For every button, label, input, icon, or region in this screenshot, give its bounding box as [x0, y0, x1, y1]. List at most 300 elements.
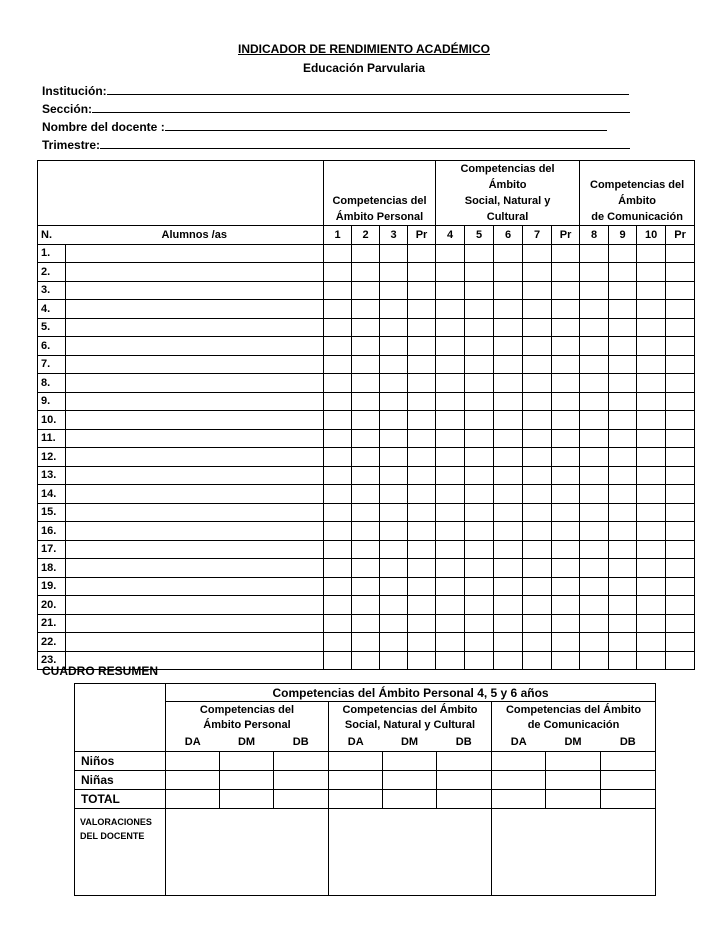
score-cell[interactable] — [552, 633, 580, 652]
valoraciones-comunicacion[interactable] — [492, 809, 656, 896]
score-cell[interactable] — [465, 614, 494, 633]
score-cell[interactable] — [465, 596, 494, 615]
score-cell[interactable] — [609, 466, 637, 485]
score-cell[interactable] — [465, 633, 494, 652]
score-cell[interactable] — [494, 281, 523, 300]
score-cell[interactable] — [436, 485, 465, 504]
score-cell[interactable] — [637, 466, 666, 485]
score-cell[interactable] — [324, 263, 352, 282]
score-cell[interactable] — [666, 540, 695, 559]
score-cell[interactable] — [352, 540, 380, 559]
score-cell[interactable] — [580, 651, 609, 670]
summary-cell[interactable] — [220, 790, 274, 809]
score-cell[interactable] — [408, 596, 436, 615]
score-cell[interactable] — [552, 466, 580, 485]
score-cell[interactable] — [523, 392, 552, 411]
score-cell[interactable] — [380, 503, 408, 522]
score-cell[interactable] — [609, 392, 637, 411]
score-cell[interactable] — [666, 318, 695, 337]
student-name-cell[interactable] — [66, 244, 324, 263]
score-cell[interactable] — [494, 522, 523, 541]
score-cell[interactable] — [352, 337, 380, 356]
score-cell[interactable] — [380, 614, 408, 633]
score-cell[interactable] — [580, 577, 609, 596]
institution-field[interactable]: Institución: — [42, 83, 629, 98]
score-cell[interactable] — [465, 577, 494, 596]
score-cell[interactable] — [637, 429, 666, 448]
score-cell[interactable] — [580, 318, 609, 337]
score-cell[interactable] — [380, 633, 408, 652]
score-cell[interactable] — [494, 466, 523, 485]
score-cell[interactable] — [380, 355, 408, 374]
student-name-cell[interactable] — [66, 503, 324, 522]
score-cell[interactable] — [609, 244, 637, 263]
score-cell[interactable] — [408, 355, 436, 374]
score-cell[interactable] — [494, 559, 523, 578]
score-cell[interactable] — [609, 522, 637, 541]
score-cell[interactable] — [324, 596, 352, 615]
student-name-cell[interactable] — [66, 355, 324, 374]
summary-cell[interactable] — [601, 790, 656, 809]
summary-cell[interactable] — [329, 771, 383, 790]
score-cell[interactable] — [324, 614, 352, 633]
score-cell[interactable] — [523, 503, 552, 522]
score-cell[interactable] — [436, 614, 465, 633]
score-cell[interactable] — [580, 392, 609, 411]
score-cell[interactable] — [494, 337, 523, 356]
score-cell[interactable] — [637, 633, 666, 652]
score-cell[interactable] — [666, 300, 695, 319]
summary-cell[interactable] — [601, 752, 656, 771]
score-cell[interactable] — [465, 244, 494, 263]
score-cell[interactable] — [637, 614, 666, 633]
score-cell[interactable] — [666, 411, 695, 430]
score-cell[interactable] — [637, 577, 666, 596]
summary-cell[interactable] — [437, 771, 492, 790]
summary-cell[interactable] — [383, 790, 437, 809]
score-cell[interactable] — [552, 651, 580, 670]
score-cell[interactable] — [465, 411, 494, 430]
score-cell[interactable] — [580, 374, 609, 393]
score-cell[interactable] — [380, 448, 408, 467]
score-cell[interactable] — [352, 503, 380, 522]
score-cell[interactable] — [580, 448, 609, 467]
score-cell[interactable] — [523, 614, 552, 633]
score-cell[interactable] — [408, 374, 436, 393]
student-name-cell[interactable] — [66, 281, 324, 300]
score-cell[interactable] — [637, 374, 666, 393]
score-cell[interactable] — [352, 300, 380, 319]
student-name-cell[interactable] — [66, 633, 324, 652]
score-cell[interactable] — [552, 392, 580, 411]
score-cell[interactable] — [523, 448, 552, 467]
score-cell[interactable] — [465, 429, 494, 448]
score-cell[interactable] — [436, 411, 465, 430]
score-cell[interactable] — [324, 411, 352, 430]
score-cell[interactable] — [666, 577, 695, 596]
score-cell[interactable] — [580, 559, 609, 578]
score-cell[interactable] — [408, 633, 436, 652]
score-cell[interactable] — [380, 577, 408, 596]
score-cell[interactable] — [352, 392, 380, 411]
score-cell[interactable] — [494, 392, 523, 411]
score-cell[interactable] — [352, 614, 380, 633]
score-cell[interactable] — [494, 614, 523, 633]
score-cell[interactable] — [465, 522, 494, 541]
score-cell[interactable] — [666, 596, 695, 615]
score-cell[interactable] — [352, 374, 380, 393]
score-cell[interactable] — [552, 429, 580, 448]
student-name-cell[interactable] — [66, 374, 324, 393]
score-cell[interactable] — [324, 633, 352, 652]
score-cell[interactable] — [609, 263, 637, 282]
score-cell[interactable] — [380, 318, 408, 337]
score-cell[interactable] — [465, 300, 494, 319]
score-cell[interactable] — [552, 485, 580, 504]
score-cell[interactable] — [580, 466, 609, 485]
score-cell[interactable] — [380, 263, 408, 282]
summary-cell[interactable] — [329, 752, 383, 771]
score-cell[interactable] — [552, 559, 580, 578]
score-cell[interactable] — [380, 337, 408, 356]
score-cell[interactable] — [552, 411, 580, 430]
score-cell[interactable] — [408, 429, 436, 448]
score-cell[interactable] — [436, 522, 465, 541]
score-cell[interactable] — [324, 337, 352, 356]
score-cell[interactable] — [494, 503, 523, 522]
score-cell[interactable] — [637, 596, 666, 615]
score-cell[interactable] — [494, 651, 523, 670]
score-cell[interactable] — [580, 244, 609, 263]
score-cell[interactable] — [408, 281, 436, 300]
score-cell[interactable] — [324, 503, 352, 522]
score-cell[interactable] — [609, 485, 637, 504]
score-cell[interactable] — [465, 448, 494, 467]
score-cell[interactable] — [436, 540, 465, 559]
score-cell[interactable] — [666, 614, 695, 633]
student-name-cell[interactable] — [66, 540, 324, 559]
summary-cell[interactable] — [546, 790, 601, 809]
score-cell[interactable] — [436, 559, 465, 578]
score-cell[interactable] — [666, 263, 695, 282]
score-cell[interactable] — [324, 577, 352, 596]
student-name-cell[interactable] — [66, 448, 324, 467]
summary-cell[interactable] — [166, 771, 220, 790]
score-cell[interactable] — [609, 337, 637, 356]
score-cell[interactable] — [552, 355, 580, 374]
score-cell[interactable] — [637, 651, 666, 670]
score-cell[interactable] — [666, 281, 695, 300]
summary-cell[interactable] — [166, 790, 220, 809]
score-cell[interactable] — [352, 244, 380, 263]
valoraciones-social[interactable] — [329, 809, 492, 896]
score-cell[interactable] — [552, 577, 580, 596]
score-cell[interactable] — [408, 448, 436, 467]
score-cell[interactable] — [408, 263, 436, 282]
score-cell[interactable] — [436, 651, 465, 670]
score-cell[interactable] — [637, 300, 666, 319]
score-cell[interactable] — [324, 522, 352, 541]
summary-cell[interactable] — [383, 752, 437, 771]
score-cell[interactable] — [494, 429, 523, 448]
score-cell[interactable] — [436, 503, 465, 522]
score-cell[interactable] — [465, 540, 494, 559]
score-cell[interactable] — [436, 337, 465, 356]
score-cell[interactable] — [352, 577, 380, 596]
score-cell[interactable] — [408, 392, 436, 411]
student-name-cell[interactable] — [66, 429, 324, 448]
score-cell[interactable] — [380, 374, 408, 393]
score-cell[interactable] — [380, 596, 408, 615]
score-cell[interactable] — [494, 374, 523, 393]
score-cell[interactable] — [380, 540, 408, 559]
score-cell[interactable] — [609, 374, 637, 393]
score-cell[interactable] — [666, 374, 695, 393]
score-cell[interactable] — [609, 651, 637, 670]
score-cell[interactable] — [465, 374, 494, 393]
score-cell[interactable] — [552, 448, 580, 467]
score-cell[interactable] — [609, 540, 637, 559]
score-cell[interactable] — [408, 522, 436, 541]
score-cell[interactable] — [523, 577, 552, 596]
score-cell[interactable] — [609, 559, 637, 578]
score-cell[interactable] — [580, 522, 609, 541]
score-cell[interactable] — [408, 337, 436, 356]
score-cell[interactable] — [324, 485, 352, 504]
score-cell[interactable] — [580, 503, 609, 522]
score-cell[interactable] — [494, 448, 523, 467]
score-cell[interactable] — [380, 559, 408, 578]
score-cell[interactable] — [436, 281, 465, 300]
score-cell[interactable] — [552, 503, 580, 522]
summary-cell[interactable] — [437, 752, 492, 771]
score-cell[interactable] — [637, 318, 666, 337]
score-cell[interactable] — [408, 411, 436, 430]
score-cell[interactable] — [523, 596, 552, 615]
score-cell[interactable] — [380, 411, 408, 430]
valoraciones-personal[interactable] — [166, 809, 329, 896]
score-cell[interactable] — [380, 281, 408, 300]
score-cell[interactable] — [352, 355, 380, 374]
score-cell[interactable] — [352, 318, 380, 337]
score-cell[interactable] — [552, 596, 580, 615]
score-cell[interactable] — [523, 559, 552, 578]
score-cell[interactable] — [494, 318, 523, 337]
score-cell[interactable] — [523, 522, 552, 541]
score-cell[interactable] — [609, 596, 637, 615]
student-name-cell[interactable] — [66, 337, 324, 356]
score-cell[interactable] — [580, 411, 609, 430]
score-cell[interactable] — [609, 281, 637, 300]
score-cell[interactable] — [494, 485, 523, 504]
score-cell[interactable] — [666, 559, 695, 578]
score-cell[interactable] — [552, 318, 580, 337]
score-cell[interactable] — [408, 559, 436, 578]
score-cell[interactable] — [552, 337, 580, 356]
score-cell[interactable] — [609, 633, 637, 652]
score-cell[interactable] — [324, 300, 352, 319]
score-cell[interactable] — [352, 429, 380, 448]
score-cell[interactable] — [352, 596, 380, 615]
score-cell[interactable] — [523, 244, 552, 263]
student-name-cell[interactable] — [66, 392, 324, 411]
score-cell[interactable] — [666, 337, 695, 356]
score-cell[interactable] — [580, 633, 609, 652]
score-cell[interactable] — [609, 614, 637, 633]
score-cell[interactable] — [324, 318, 352, 337]
summary-cell[interactable] — [546, 771, 601, 790]
score-cell[interactable] — [523, 633, 552, 652]
score-cell[interactable] — [637, 392, 666, 411]
score-cell[interactable] — [408, 503, 436, 522]
score-cell[interactable] — [666, 448, 695, 467]
student-name-cell[interactable] — [66, 411, 324, 430]
score-cell[interactable] — [494, 540, 523, 559]
score-cell[interactable] — [352, 263, 380, 282]
score-cell[interactable] — [523, 374, 552, 393]
score-cell[interactable] — [408, 466, 436, 485]
student-name-cell[interactable] — [66, 485, 324, 504]
score-cell[interactable] — [609, 429, 637, 448]
score-cell[interactable] — [637, 522, 666, 541]
summary-cell[interactable] — [601, 771, 656, 790]
score-cell[interactable] — [465, 263, 494, 282]
score-cell[interactable] — [352, 522, 380, 541]
score-cell[interactable] — [408, 614, 436, 633]
score-cell[interactable] — [523, 485, 552, 504]
score-cell[interactable] — [408, 577, 436, 596]
summary-cell[interactable] — [166, 752, 220, 771]
student-name-cell[interactable] — [66, 466, 324, 485]
score-cell[interactable] — [523, 355, 552, 374]
score-cell[interactable] — [609, 577, 637, 596]
score-cell[interactable] — [637, 503, 666, 522]
score-cell[interactable] — [552, 522, 580, 541]
score-cell[interactable] — [552, 300, 580, 319]
score-cell[interactable] — [523, 263, 552, 282]
score-cell[interactable] — [666, 633, 695, 652]
score-cell[interactable] — [380, 300, 408, 319]
score-cell[interactable] — [494, 633, 523, 652]
score-cell[interactable] — [609, 411, 637, 430]
summary-cell[interactable] — [220, 771, 274, 790]
score-cell[interactable] — [580, 540, 609, 559]
score-cell[interactable] — [352, 485, 380, 504]
score-cell[interactable] — [523, 540, 552, 559]
score-cell[interactable] — [352, 633, 380, 652]
score-cell[interactable] — [523, 411, 552, 430]
score-cell[interactable] — [580, 614, 609, 633]
score-cell[interactable] — [408, 651, 436, 670]
score-cell[interactable] — [523, 466, 552, 485]
score-cell[interactable] — [552, 540, 580, 559]
score-cell[interactable] — [380, 466, 408, 485]
score-cell[interactable] — [609, 355, 637, 374]
score-cell[interactable] — [436, 374, 465, 393]
score-cell[interactable] — [408, 300, 436, 319]
score-cell[interactable] — [666, 503, 695, 522]
score-cell[interactable] — [436, 318, 465, 337]
score-cell[interactable] — [523, 281, 552, 300]
trimester-field[interactable]: Trimestre: — [42, 137, 630, 152]
score-cell[interactable] — [580, 429, 609, 448]
score-cell[interactable] — [494, 244, 523, 263]
score-cell[interactable] — [666, 466, 695, 485]
score-cell[interactable] — [552, 374, 580, 393]
score-cell[interactable] — [408, 485, 436, 504]
score-cell[interactable] — [465, 559, 494, 578]
score-cell[interactable] — [552, 244, 580, 263]
summary-cell[interactable] — [383, 771, 437, 790]
summary-cell[interactable] — [492, 790, 546, 809]
score-cell[interactable] — [580, 300, 609, 319]
score-cell[interactable] — [637, 263, 666, 282]
score-cell[interactable] — [637, 448, 666, 467]
score-cell[interactable] — [494, 596, 523, 615]
score-cell[interactable] — [436, 466, 465, 485]
student-name-cell[interactable] — [66, 263, 324, 282]
score-cell[interactable] — [324, 448, 352, 467]
score-cell[interactable] — [465, 318, 494, 337]
score-cell[interactable] — [465, 355, 494, 374]
score-cell[interactable] — [666, 651, 695, 670]
score-cell[interactable] — [324, 651, 352, 670]
score-cell[interactable] — [494, 355, 523, 374]
score-cell[interactable] — [552, 281, 580, 300]
score-cell[interactable] — [666, 355, 695, 374]
score-cell[interactable] — [436, 633, 465, 652]
score-cell[interactable] — [523, 300, 552, 319]
score-cell[interactable] — [637, 281, 666, 300]
score-cell[interactable] — [494, 411, 523, 430]
score-cell[interactable] — [494, 263, 523, 282]
score-cell[interactable] — [380, 522, 408, 541]
score-cell[interactable] — [580, 281, 609, 300]
student-name-cell[interactable] — [66, 300, 324, 319]
score-cell[interactable] — [609, 503, 637, 522]
score-cell[interactable] — [465, 503, 494, 522]
score-cell[interactable] — [637, 355, 666, 374]
score-cell[interactable] — [637, 485, 666, 504]
score-cell[interactable] — [436, 355, 465, 374]
score-cell[interactable] — [523, 318, 552, 337]
score-cell[interactable] — [436, 263, 465, 282]
score-cell[interactable] — [380, 651, 408, 670]
score-cell[interactable] — [352, 281, 380, 300]
score-cell[interactable] — [523, 651, 552, 670]
score-cell[interactable] — [408, 540, 436, 559]
score-cell[interactable] — [380, 392, 408, 411]
student-name-cell[interactable] — [66, 559, 324, 578]
score-cell[interactable] — [666, 392, 695, 411]
score-cell[interactable] — [408, 244, 436, 263]
score-cell[interactable] — [494, 300, 523, 319]
score-cell[interactable] — [666, 522, 695, 541]
score-cell[interactable] — [637, 337, 666, 356]
score-cell[interactable] — [324, 392, 352, 411]
score-cell[interactable] — [609, 448, 637, 467]
summary-cell[interactable] — [437, 790, 492, 809]
score-cell[interactable] — [666, 485, 695, 504]
score-cell[interactable] — [465, 466, 494, 485]
summary-cell[interactable] — [274, 752, 329, 771]
score-cell[interactable] — [436, 577, 465, 596]
score-cell[interactable] — [436, 244, 465, 263]
score-cell[interactable] — [494, 577, 523, 596]
score-cell[interactable] — [666, 244, 695, 263]
score-cell[interactable] — [465, 392, 494, 411]
score-cell[interactable] — [465, 337, 494, 356]
